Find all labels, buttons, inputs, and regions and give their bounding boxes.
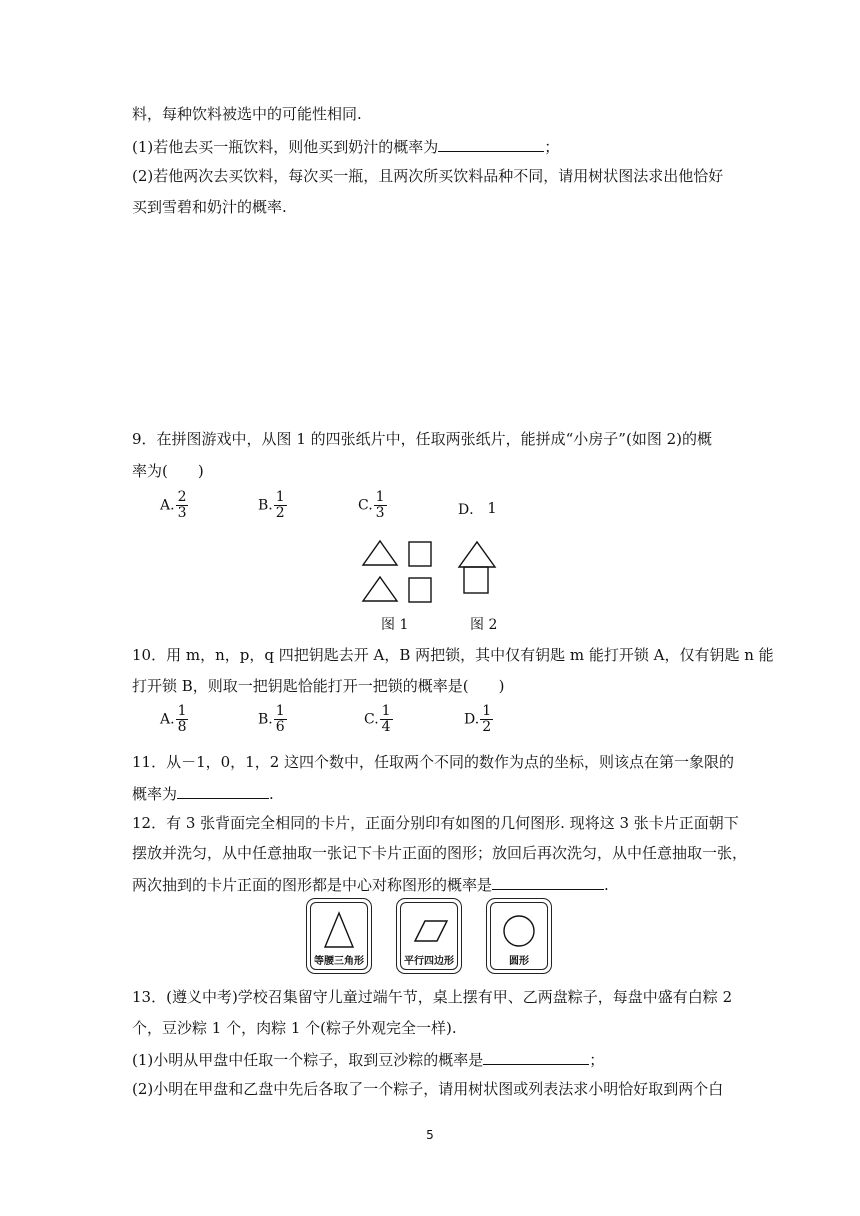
option-letter: C.: [358, 497, 373, 514]
fraction: [274, 704, 287, 735]
fraction: [374, 490, 387, 521]
jigsaw-figure: [0, 532, 860, 612]
q8-part-1-end: ；: [544, 138, 560, 156]
answer-blank: [438, 135, 544, 152]
square-piece-bottom: [409, 578, 431, 602]
q8-part-1-text: (1)若他去买一瓶饮料，则他买到奶汁的概率为: [132, 138, 439, 156]
q9-option-a: [160, 490, 188, 521]
q12-line-1: 12．有 3 张背面完全相同的卡片，正面分别印有如图的几何图形. 现将这 3 张卡片正面朝下: [132, 814, 739, 832]
numerator: 2: [177, 489, 187, 505]
card-label: 圆形: [509, 956, 529, 967]
q10-option-b: [258, 704, 287, 735]
card-circle: [486, 898, 552, 974]
page-number: 5: [426, 1128, 434, 1142]
option-letter: A.: [160, 711, 175, 728]
card-label: 等腰三角形: [314, 956, 364, 967]
numerator: 1: [482, 703, 492, 719]
q8-part-2-line-2: 买到雪碧和奶汁的概率.: [132, 198, 287, 216]
option-value: 1: [487, 499, 497, 517]
q8-part-2-line-1: (2)若他两次去买饮料，每次买一瓶，且两次所买饮料品种不同，请用树状图法求出他恰好: [132, 167, 724, 185]
q13-part-2: (2)小明在甲盘和乙盘中先后各取了一个粽子，请用树状图或列表法求小明恰好取到两个白: [132, 1080, 724, 1098]
house-roof: [459, 542, 495, 567]
card-label: 平行四边形: [404, 956, 454, 967]
q11-line-2-text: 概率为: [132, 785, 178, 803]
option-letter: D.: [464, 711, 480, 728]
q8-part-1: [132, 135, 559, 157]
q10-line-2: 打开锁 B，则取一把钥匙恰能打开一把锁的概率是( ): [132, 677, 505, 695]
numerator: 1: [381, 703, 391, 719]
triangle-piece-top: [363, 541, 397, 565]
denominator: 8: [177, 719, 187, 735]
answer-blank: [483, 1048, 589, 1065]
q9-line-2: 率为( ): [132, 462, 204, 480]
fraction: [176, 490, 189, 521]
q10-option-d: [464, 704, 493, 735]
option-letter: A.: [160, 497, 175, 514]
q11-line-2: [132, 782, 274, 804]
q12-line-3-text: 两次抽到的卡片正面的图形都是中心对称图形的概率是: [132, 876, 493, 894]
numerator: 1: [177, 703, 187, 719]
q8-line-1: 料，每种饮料被选中的可能性相同.: [132, 105, 362, 123]
numerator: 1: [375, 489, 385, 505]
denominator: 2: [275, 505, 285, 521]
numerator: 1: [275, 489, 285, 505]
q13-part-1: [132, 1048, 604, 1070]
denominator: 6: [275, 719, 285, 735]
q12-line-3-end: .: [604, 876, 609, 894]
figure-2-caption: 图 2: [470, 617, 498, 633]
house-wall: [464, 567, 488, 593]
fraction: [176, 704, 189, 735]
q9-line-1: 9．在拼图游戏中，从图 1 的四张纸片中，任取两张纸片，能拼成“小房子”(如图 2)的概: [132, 430, 712, 448]
q13-part-1-text: (1)小明从甲盘中任取一个粽子，取到豆沙粽的概率是: [132, 1051, 484, 1069]
figure-1-caption: 图 1: [381, 617, 409, 633]
q13-line-1: 13．(遵义中考)学校召集留守儿童过端午节，桌上摆有甲、乙两盘粽子，每盘中盛有白粽 2: [132, 988, 733, 1006]
fraction: [480, 704, 493, 735]
q11-line-1: 11．从－1，0，1，2 这四个数中，任取两个不同的数作为点的坐标，则该点在第一象限的: [132, 753, 735, 771]
square-piece-top: [409, 542, 431, 566]
q11-line-2-end: .: [269, 785, 274, 803]
denominator: 3: [177, 505, 187, 521]
q13-line-2: 个，豆沙粽 1 个，肉粽 1 个(粽子外观完全一样).: [132, 1019, 457, 1037]
q9-option-d: [458, 499, 497, 519]
card-parallelogram: [396, 898, 462, 974]
q9-option-b: [258, 490, 287, 521]
answer-blank: [177, 782, 269, 799]
q9-option-c: [358, 490, 387, 521]
fraction: [380, 704, 393, 735]
q13-part-1-end: ；: [589, 1051, 605, 1069]
option-letter: D．: [458, 502, 484, 518]
denominator: 3: [375, 505, 385, 521]
q10-line-1: 10．用 m，n，p，q 四把钥匙去开 A，B 两把锁，其中仅有钥匙 m 能打开锁 A，仅有钥匙 n 能: [132, 646, 774, 664]
triangle-piece-bottom: [363, 577, 397, 601]
q10-option-a: [160, 704, 188, 735]
denominator: 2: [482, 719, 492, 735]
numerator: 1: [275, 703, 285, 719]
option-letter: C.: [364, 711, 379, 728]
q12-line-3: [132, 873, 609, 895]
card-isosceles-triangle: [306, 898, 372, 974]
option-letter: B.: [258, 711, 273, 728]
fraction: [274, 490, 287, 521]
denominator: 4: [381, 719, 391, 735]
q10-option-c: [364, 704, 393, 735]
answer-blank: [492, 873, 604, 890]
option-letter: B.: [258, 497, 273, 514]
q12-line-2: 摆放并洗匀，从中任意抽取一张记下卡片正面的图形；放回后再次洗匀，从中任意抽取一张，: [132, 844, 748, 862]
